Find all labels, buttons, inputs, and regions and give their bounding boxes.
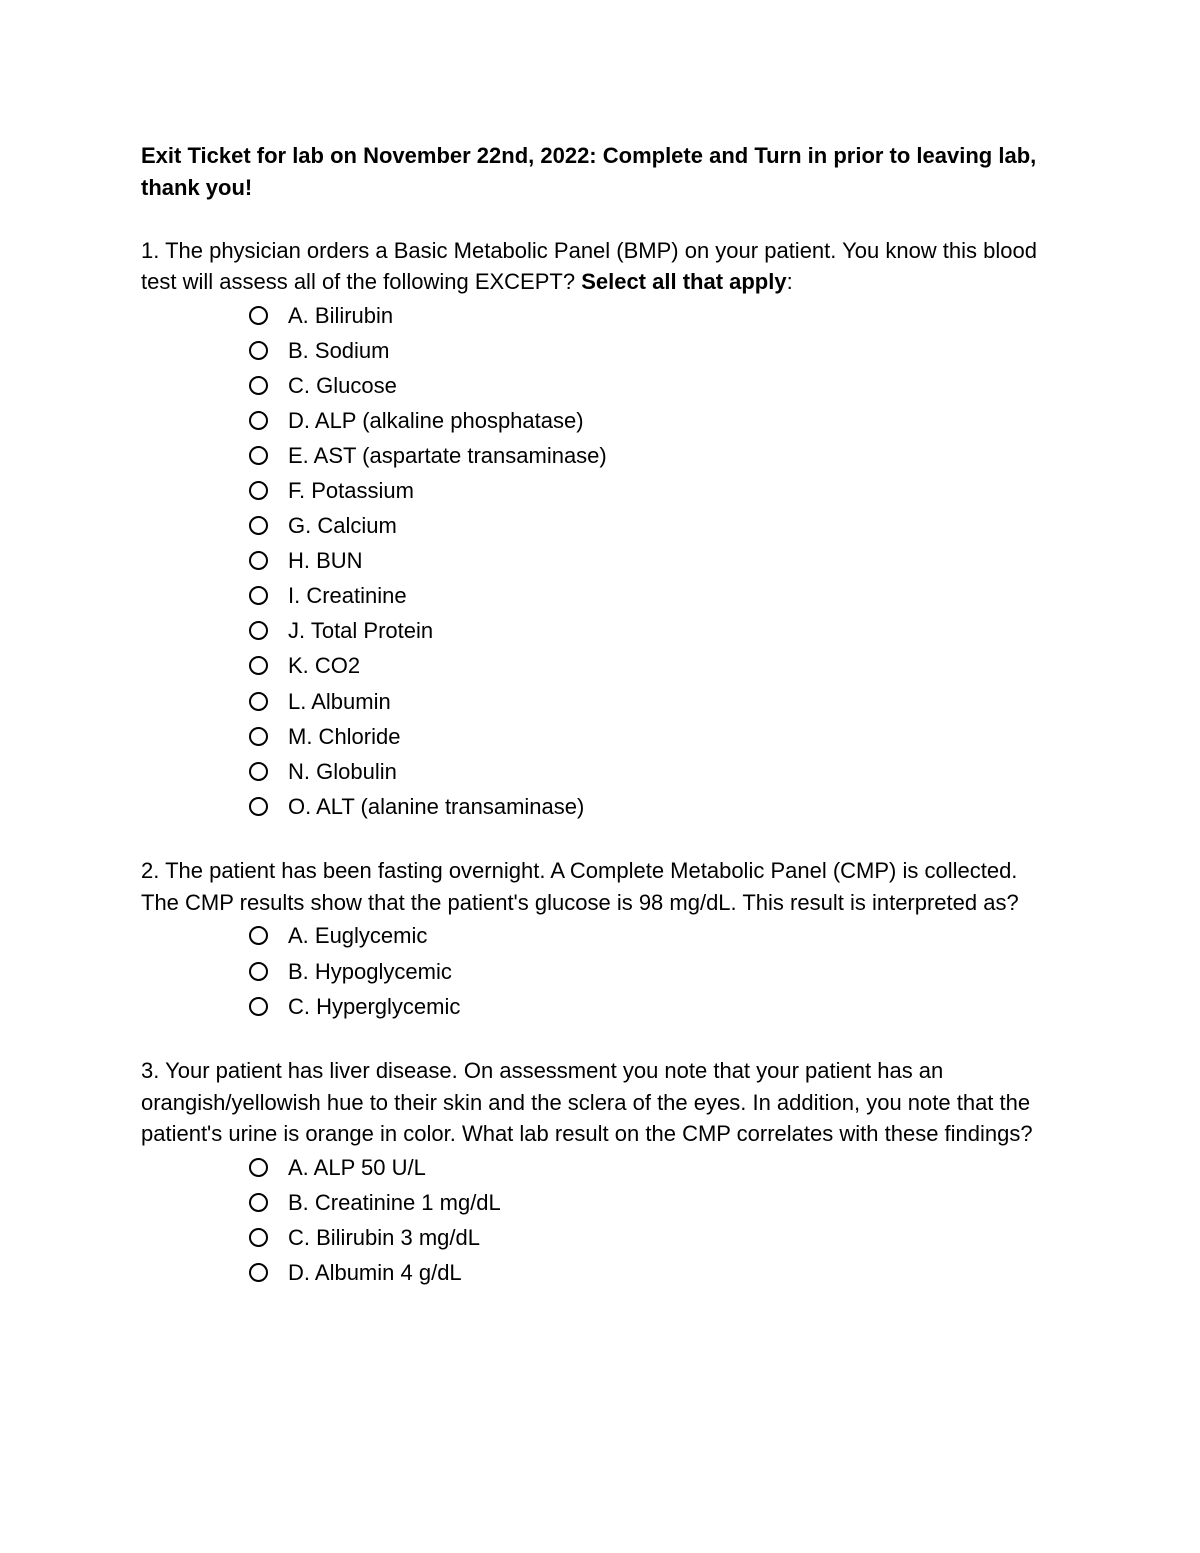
option-label[interactable]: M. Chloride	[288, 723, 401, 749]
option-label[interactable]: B. Creatinine 1 mg/dL	[288, 1189, 501, 1215]
option-label[interactable]: C. Glucose	[288, 372, 397, 398]
option-label[interactable]: K. CO2	[288, 653, 361, 679]
radio-button-icon[interactable]	[249, 621, 268, 640]
answer-option[interactable]	[141, 1185, 1061, 1220]
option-label[interactable]: I. Creatinine	[288, 583, 407, 609]
radio-button-icon[interactable]	[249, 962, 268, 981]
radio-button-icon[interactable]	[249, 516, 268, 535]
radio-button-icon[interactable]	[249, 727, 268, 746]
document-title: Exit Ticket for lab on November 22nd, 2022: Complete and Turn in prior to leaving lab, thank you!	[141, 143, 1037, 200]
option-label[interactable]: J. Total Protein	[288, 618, 434, 644]
exit-ticket-document	[141, 140, 1061, 1290]
option-label[interactable]: B. Hypoglycemic	[288, 958, 452, 984]
radio-button-icon[interactable]	[249, 997, 268, 1016]
radio-button-icon[interactable]	[249, 376, 268, 395]
question-2	[141, 855, 1061, 1023]
question-3-options	[141, 1150, 1061, 1290]
answer-option[interactable]	[141, 719, 1061, 754]
answer-option[interactable]	[141, 1255, 1061, 1290]
answer-option[interactable]	[141, 1150, 1061, 1185]
radio-button-icon[interactable]	[249, 1158, 268, 1177]
option-label[interactable]: C. Hyperglycemic	[288, 993, 461, 1019]
option-label[interactable]: N. Globulin	[288, 758, 397, 784]
option-label[interactable]: C. Bilirubin 3 mg/dL	[288, 1224, 480, 1250]
option-label[interactable]: A. ALP 50 U/L	[288, 1154, 426, 1180]
radio-button-icon[interactable]	[249, 446, 268, 465]
option-label[interactable]: A. Bilirubin	[288, 302, 394, 328]
question-1	[141, 235, 1061, 824]
answer-option[interactable]	[141, 368, 1061, 403]
question-1-options	[141, 298, 1061, 824]
radio-button-icon[interactable]	[249, 341, 268, 360]
answer-option[interactable]	[141, 684, 1061, 719]
answer-option[interactable]	[141, 754, 1061, 789]
answer-option[interactable]	[141, 543, 1061, 578]
answer-option[interactable]	[141, 473, 1061, 508]
question-1-instruction-suffix: :	[786, 269, 793, 294]
answer-option[interactable]	[141, 403, 1061, 438]
answer-option[interactable]	[141, 1220, 1061, 1255]
radio-button-icon[interactable]	[249, 656, 268, 675]
answer-option[interactable]	[141, 789, 1061, 824]
answer-option[interactable]	[141, 648, 1061, 683]
answer-option[interactable]	[141, 438, 1061, 473]
option-label[interactable]: D. Albumin 4 g/dL	[288, 1259, 462, 1285]
spacer	[141, 203, 1061, 235]
answer-option[interactable]	[141, 989, 1061, 1024]
radio-button-icon[interactable]	[249, 926, 268, 945]
option-label[interactable]: A. Euglycemic	[288, 923, 428, 949]
radio-button-icon[interactable]	[249, 797, 268, 816]
question-2-options	[141, 918, 1061, 1023]
question-3-text: 3. Your patient has liver disease. On assessment you note that your patient has an orangish/yellowish hue to their skin and the sclera of the eyes. In addition, you note that the patient's urine is orange in color. What lab result on the CMP correlates with these findings?	[141, 1058, 1033, 1147]
radio-button-icon[interactable]	[249, 1193, 268, 1212]
option-label[interactable]: H. BUN	[288, 548, 363, 574]
option-label[interactable]: E. AST (aspartate transaminase)	[288, 442, 607, 468]
option-label[interactable]: B. Sodium	[288, 337, 390, 363]
option-label[interactable]: O. ALT (alanine transaminase)	[288, 793, 585, 819]
question-2-text: 2. The patient has been fasting overnight. A Complete Metabolic Panel (CMP) is collected. The CMP results show that the patient's glucose is 98 mg/dL. This result is interpreted as?	[141, 858, 1019, 915]
option-label[interactable]: G. Calcium	[288, 513, 397, 539]
answer-option[interactable]	[141, 333, 1061, 368]
radio-button-icon[interactable]	[249, 1263, 268, 1282]
question-1-instruction: Select all that apply	[581, 269, 787, 294]
radio-button-icon[interactable]	[249, 551, 268, 570]
spacer	[141, 1024, 1061, 1056]
question-3	[141, 1055, 1061, 1290]
radio-button-icon[interactable]	[249, 481, 268, 500]
radio-button-icon[interactable]	[249, 586, 268, 605]
option-label[interactable]: F. Potassium	[288, 477, 414, 503]
radio-button-icon[interactable]	[249, 306, 268, 325]
question-1-text	[141, 235, 1061, 298]
radio-button-icon[interactable]	[249, 692, 268, 711]
answer-option[interactable]	[141, 298, 1061, 333]
answer-option[interactable]	[141, 578, 1061, 613]
radio-button-icon[interactable]	[249, 762, 268, 781]
answer-option[interactable]	[141, 613, 1061, 648]
answer-option[interactable]	[141, 918, 1061, 953]
spacer	[141, 824, 1061, 856]
question-1-prompt: 1. The physician orders a Basic Metabolic Panel (BMP) on your patient. You know this blood test will assess all of the following EXCEPT?	[141, 237, 1037, 294]
option-label[interactable]: L. Albumin	[288, 688, 391, 714]
answer-option[interactable]	[141, 954, 1061, 989]
option-label[interactable]: D. ALP (alkaline phosphatase)	[288, 407, 584, 433]
radio-button-icon[interactable]	[249, 411, 268, 430]
answer-option[interactable]	[141, 508, 1061, 543]
radio-button-icon[interactable]	[249, 1228, 268, 1247]
